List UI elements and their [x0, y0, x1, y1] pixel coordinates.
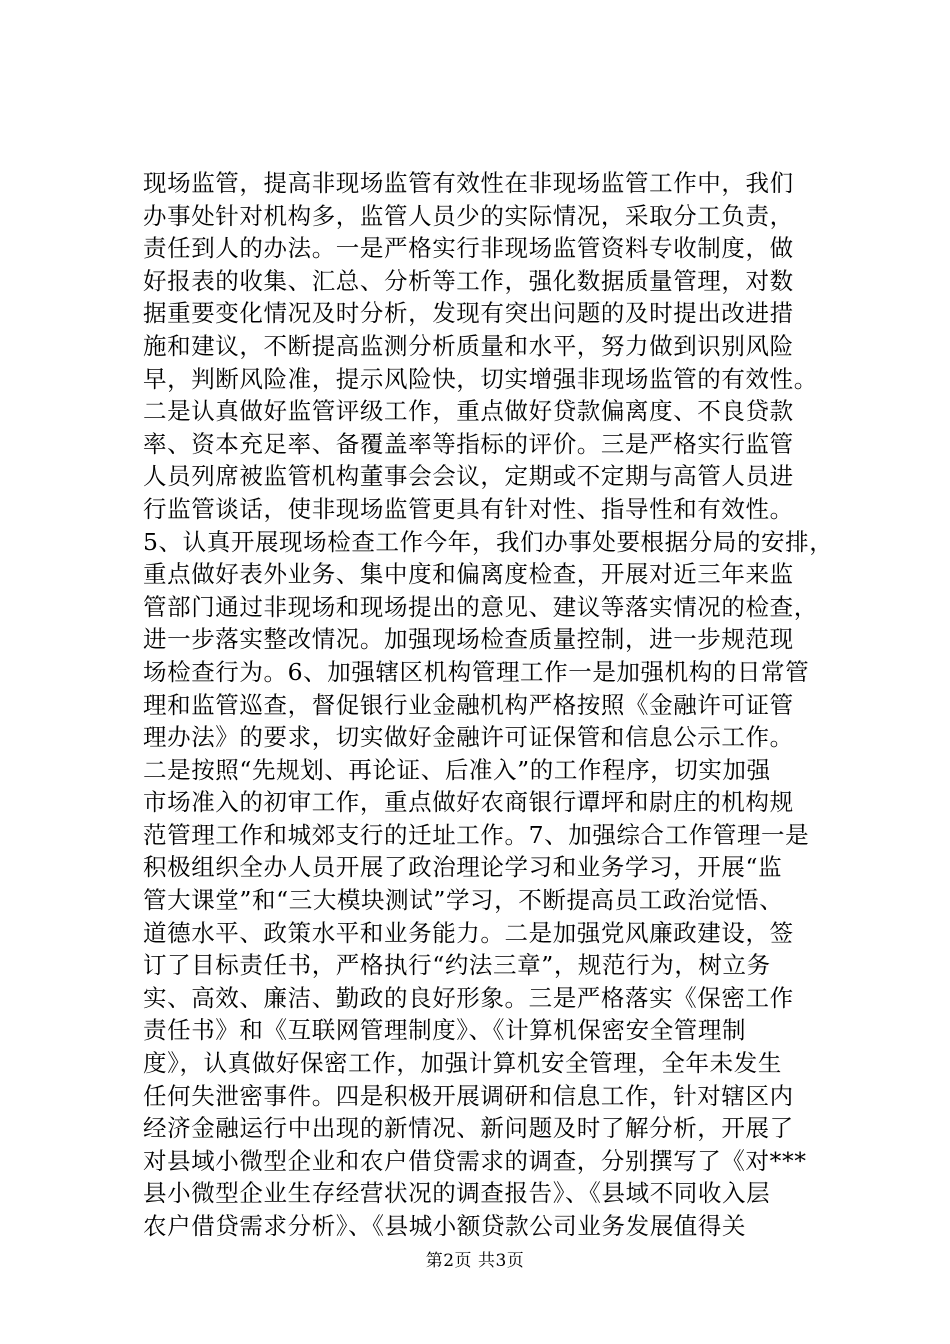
text-line: 管大课堂”和“三大模块测试”学习，不断提高员工政治觉悟、	[143, 886, 784, 915]
text-line: 5、认真开展现场检查工作今年，我们办事处要根据分局的安排，	[143, 527, 834, 556]
text-line: 场检查行为。6、加强辖区机构管理工作一是加强机构的日常管	[143, 657, 810, 686]
text-line: 进一步落实整改情况。加强现场检查质量控制，进一步规范现	[143, 625, 794, 654]
text-line: 施和建议，不断提高监测分析质量和水平，努力做到识别风险	[143, 331, 794, 360]
text-line: 行监管谈话，使非现场监管更具有针对性、指导性和有效性。	[143, 494, 794, 523]
text-line: 任何失泄密事件。四是积极开展调研和信息工作，针对辖区内	[143, 1081, 794, 1110]
text-line: 责任书》和《互联网管理制度》、《计算机保密安全管理制	[143, 1016, 747, 1045]
text-line: 办事处针对机构多，监管人员少的实际情况，采取分工负责，	[143, 201, 794, 230]
text-line: 早，判断风险准，提示风险快，切实增强非现场监管的有效性。	[143, 364, 818, 393]
text-line: 好报表的收集、汇总、分析等工作，强化数据质量管理，对数	[143, 266, 794, 295]
text-line: 县小微型企业生存经营状况的调查报告》、《县域不同收入层	[143, 1179, 771, 1208]
text-line: 理和监管巡查，督促银行业金融机构严格按照《金融许可证管	[143, 690, 794, 719]
text-line: 道德水平、政策水平和业务能力。二是加强党风廉政建设，签	[143, 918, 794, 947]
text-line: 现场监管，提高非现场监管有效性在非现场监管工作中，我们	[143, 169, 794, 197]
text-line: 积极组织全办人员开展了政治理论学习和业务学习，开展“监	[143, 853, 783, 882]
text-line: 二是认真做好监管评级工作，重点做好贷款偏离度、不良贷款	[143, 397, 794, 426]
text-line: 农户借贷需求分析》、《县城小额贷款公司业务发展值得关	[143, 1212, 747, 1240]
text-line: 责任到人的办法。一是严格实行非现场监管资料专收制度，做	[143, 234, 794, 263]
text-line: 二是按照“先规划、再论证、后准入”的工作程序，切实加强	[143, 755, 771, 784]
text-line: 经济金融运行中出现的新情况、新问题及时了解分析，开展了	[143, 1114, 794, 1143]
text-line: 对县域小微型企业和农户借贷需求的调查，分别撰写了《对***	[143, 1146, 807, 1175]
text-line: 重点做好表外业务、集中度和偏离度检查，开展对近三年来监	[143, 560, 794, 589]
page-footer: 第2页 共3页	[425, 1251, 525, 1271]
text-line: 人员列席被监管机构董事会会议，定期或不定期与高管人员进	[143, 462, 794, 491]
text-line: 理办法》的要求，切实做好金融许可证保管和信息公示工作。	[143, 723, 794, 752]
text-line: 管部门通过非现场和现场提出的意见、建议等落实情况的检查，	[143, 592, 818, 621]
text-line: 市场准入的初审工作，重点做好农商银行谭坪和尉庄的机构规	[143, 788, 794, 817]
text-line: 实、高效、廉洁、勤政的良好形象。三是严格落实《保密工作	[143, 983, 794, 1012]
body-text	[143, 167, 834, 1243]
text-line: 度》，认真做好保密工作，加强计算机安全管理，全年未发生	[143, 1049, 782, 1078]
text-line: 率、资本充足率、备覆盖率等指标的评价。三是严格实行监管	[143, 429, 794, 458]
text-line: 订了目标责任书，严格执行“约法三章”，规范行为，树立务	[143, 951, 771, 980]
text-line: 据重要变化情况及时分析，发现有突出问题的及时提出改进措	[143, 299, 794, 328]
text-line: 范管理工作和城郊支行的迁址工作。7、加强综合工作管理一是	[143, 820, 810, 849]
